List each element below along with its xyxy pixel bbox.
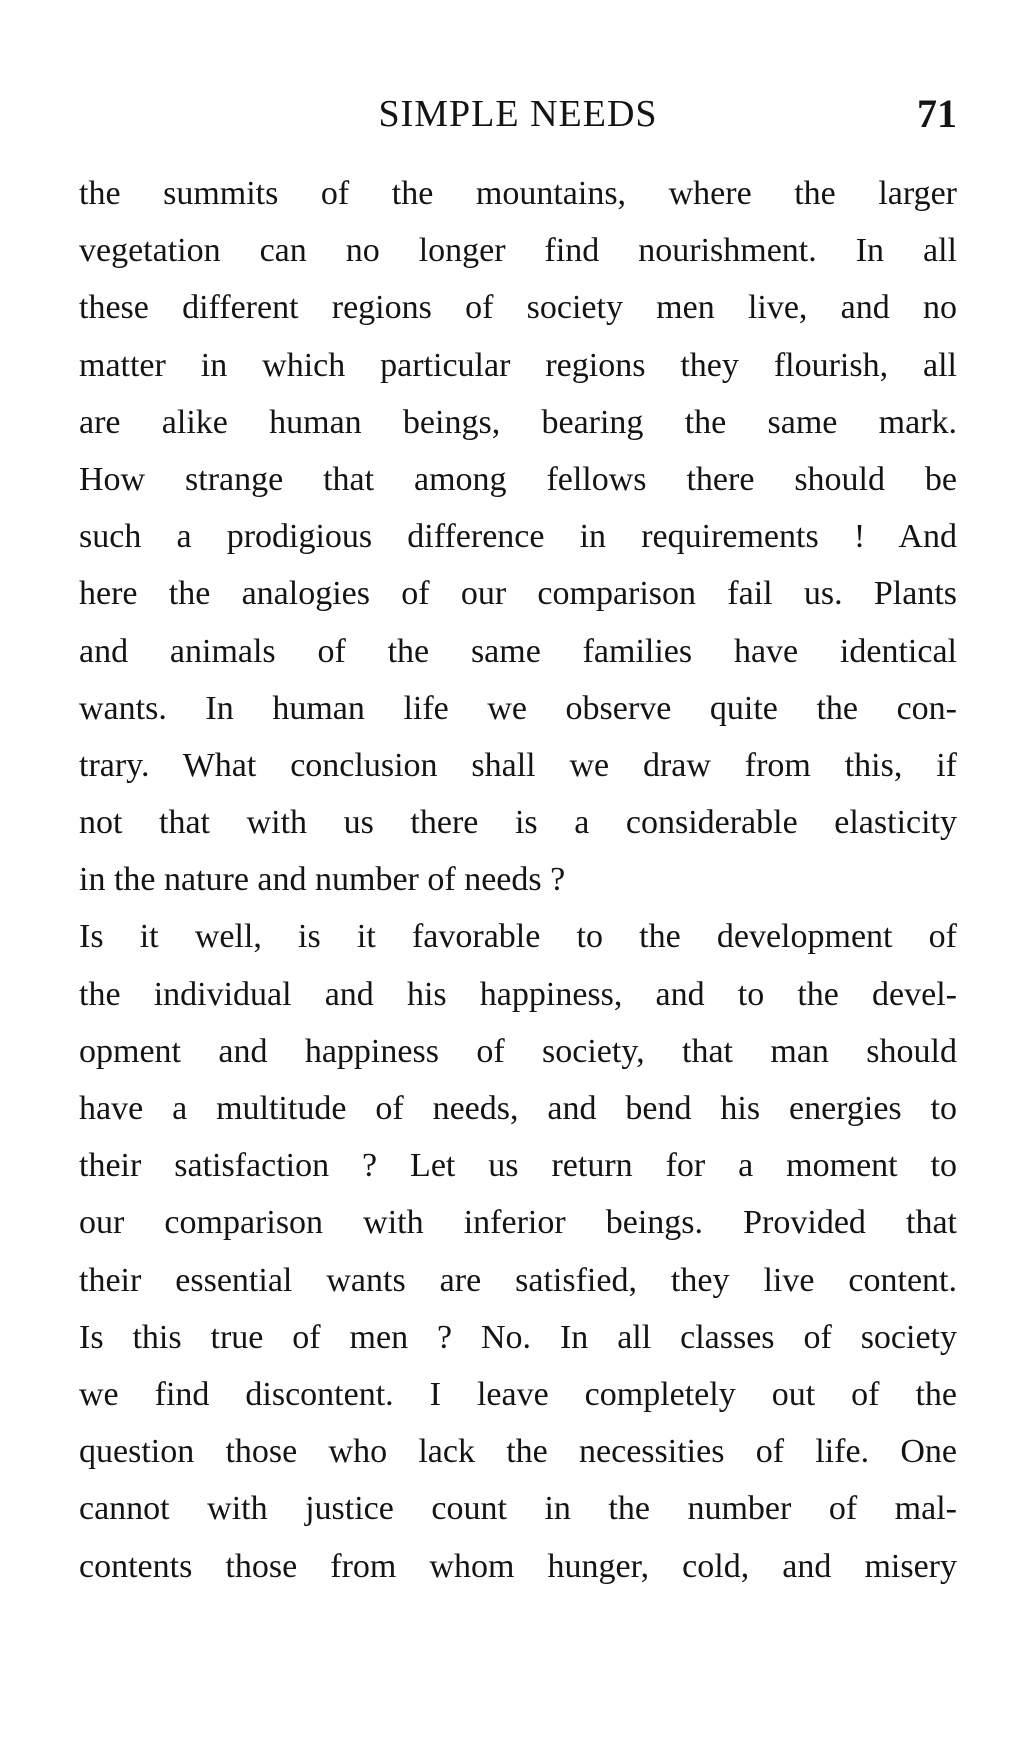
running-title: SIMPLE NEEDS bbox=[378, 93, 658, 135]
text-line: their essential wants are satisfied, they live content. bbox=[79, 1261, 957, 1299]
body-text bbox=[79, 165, 957, 1595]
running-head bbox=[79, 84, 957, 144]
text-line: our comparison with inferior beings. Provided that bbox=[79, 1204, 957, 1242]
text-line: here the analogies of our comparison fail us. Plants bbox=[79, 575, 957, 613]
text-line: are alike human beings, bearing the same mark. bbox=[79, 403, 957, 441]
text-line: opment and happiness of society, that man should bbox=[79, 1032, 957, 1070]
page-number: 71 bbox=[917, 91, 957, 136]
text-line: matter in which particular regions they flourish, all bbox=[79, 346, 957, 384]
paragraph-2 bbox=[79, 908, 957, 1594]
text-line: cannot with justice count in the number of mal- bbox=[79, 1490, 957, 1528]
text-line: question those who lack the necessities of life. One bbox=[79, 1433, 957, 1471]
text-line: such a prodigious difference in requirements ! And bbox=[79, 518, 957, 556]
text-line: in the nature and number of needs ? bbox=[79, 861, 566, 899]
text-line: not that with us there is a considerable elasticity bbox=[79, 804, 957, 842]
text-line: Is it well, is it favorable to the development of bbox=[79, 918, 957, 956]
text-line: we find discontent. I leave completely out of the bbox=[79, 1375, 957, 1413]
text-line: contents those from whom hunger, cold, and misery bbox=[79, 1547, 957, 1585]
text-line: and animals of the same families have identical bbox=[79, 632, 957, 670]
text-line: the individual and his happiness, and to the devel- bbox=[79, 975, 957, 1013]
text-line: their satisfaction ? Let us return for a moment to bbox=[79, 1147, 957, 1185]
text-line: How strange that among fellows there should be bbox=[79, 460, 957, 498]
text-line: the summits of the mountains, where the larger bbox=[79, 175, 957, 212]
text-line: Is this true of men ? No. In all classes of society bbox=[79, 1318, 957, 1356]
text-line: trary. What conclusion shall we draw from this, if bbox=[79, 746, 957, 784]
paragraph-1 bbox=[79, 165, 957, 908]
text-line: have a multitude of needs, and bend his energies to bbox=[79, 1090, 957, 1127]
text-line: these different regions of society men live, and no bbox=[79, 289, 957, 327]
text-line: vegetation can no longer find nourishment. In all bbox=[79, 232, 957, 270]
text-line: wants. In human life we observe quite the con- bbox=[79, 689, 957, 727]
